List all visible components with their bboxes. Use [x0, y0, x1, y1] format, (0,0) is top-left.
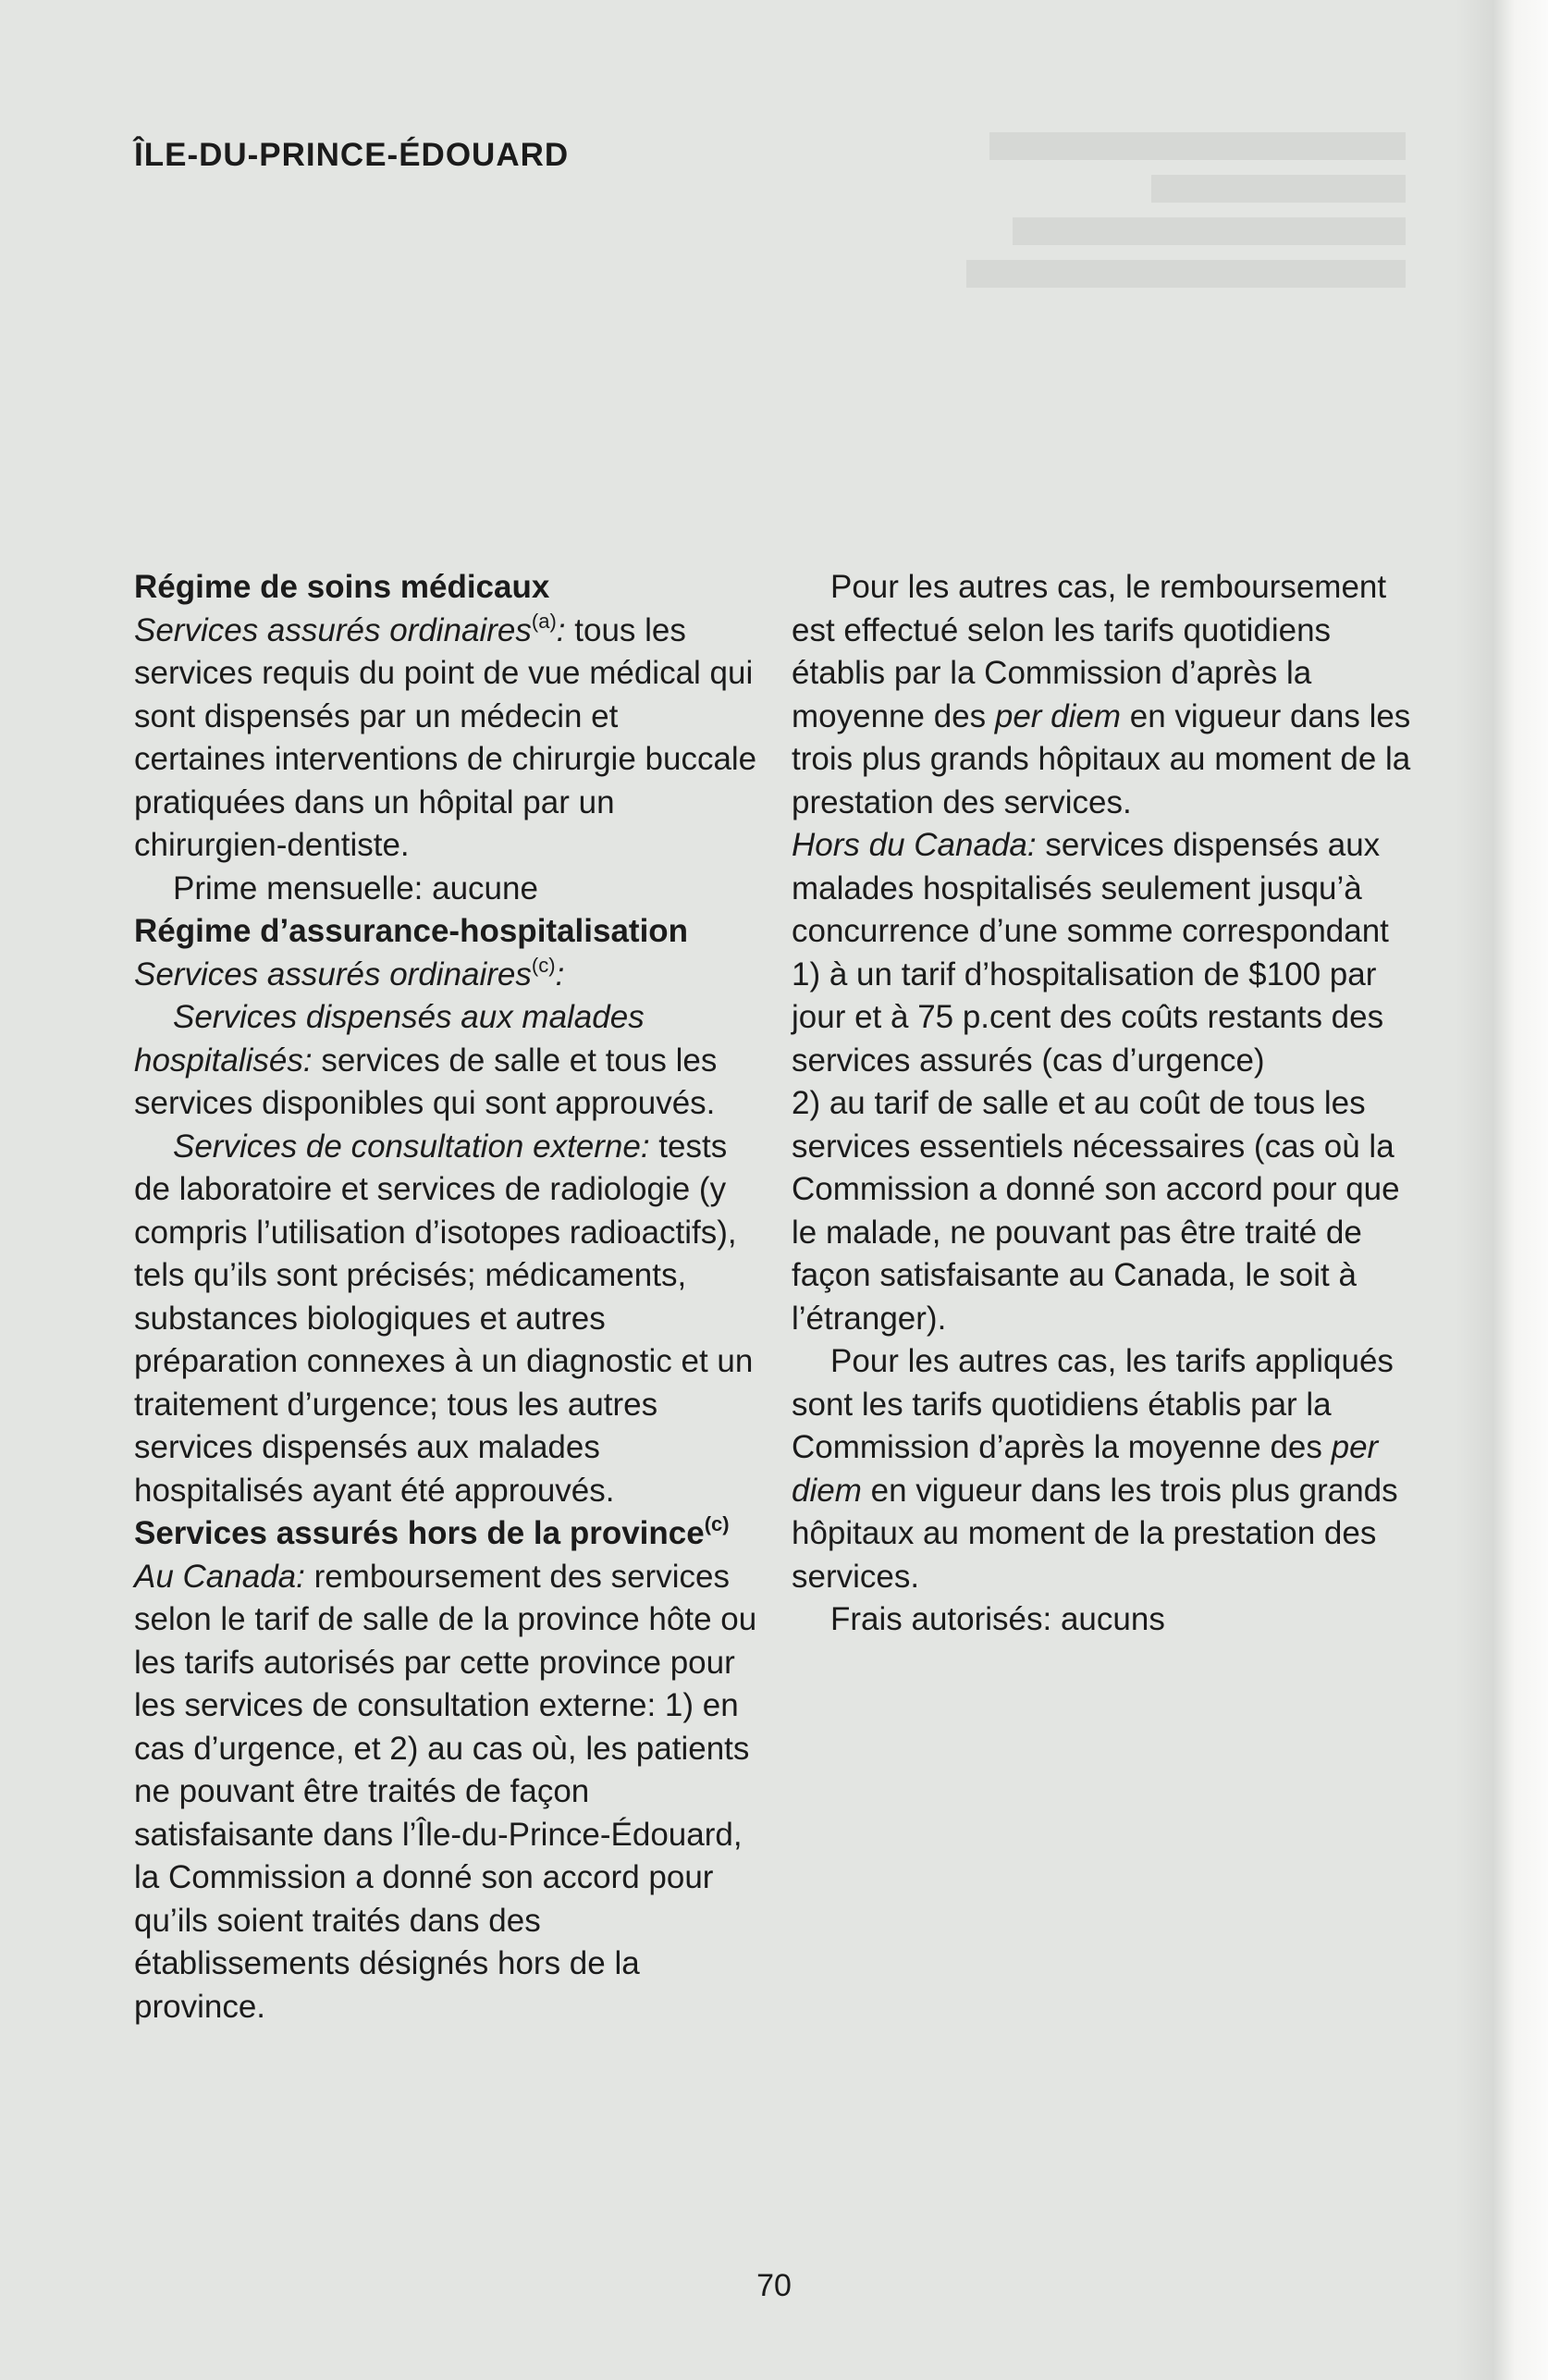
other-cases-text-end: en vigueur dans les trois plus grands hôpitaux au moment de la prestation des services. [792, 697, 1411, 820]
rates-text: Pour les autres cas, les tarifs appliqués sont les tarifs quotidiens établis par la Commission d’après la moyenne des [792, 1343, 1394, 1465]
footnote-ref-c: (c) [704, 1512, 730, 1535]
hospital-services-heading [134, 954, 758, 997]
inpatient-paragraph [134, 996, 758, 1126]
medical-services-paragraph [134, 610, 758, 868]
inpatient-label: Services dispensés aux malades hospitalisés: [134, 999, 645, 1079]
page-edge [1493, 0, 1548, 2380]
medical-plan-title: Régime de soins médicaux [134, 569, 550, 605]
medical-services-label: Services assurés ordinaires [134, 611, 532, 648]
in-canada-label: Au Canada: [134, 1558, 305, 1595]
colon: : [556, 611, 566, 648]
page-number: 70 [756, 2268, 792, 2303]
outpatient-label: Services de consultation externe: [173, 1128, 650, 1165]
list-item-2: 2) au tarif de salle et au coût de tous les services essentiels nécessaires (cas où la Commission a donné son accord pour que le malade, ne pouvant pas être traité de façon satisfaisante au Canada, le soit à l’étranger). [792, 1085, 1400, 1337]
colon: : [555, 956, 565, 993]
hospital-plan-title: Régime d’assurance-hospitalisation [134, 913, 689, 949]
list-item-1: 1) à un tarif d’hospitalisation de $100 par jour et à 75 p.cent des coûts restants des services assurés (cas d’urgence) [792, 956, 1384, 1079]
medical-services-text: tous les services requis du point de vue médical qui sont dispensés par un médecin et certaines interventions de chirurgie buccale pratiquées dans un hôpital par un chirurgien-dentiste. [134, 611, 757, 863]
outside-canada-text: services dispensés aux malades hospitalisés seulement jusqu’à concurrence d’une somme correspondant [792, 827, 1389, 949]
per-diem-term: per diem [792, 1429, 1379, 1509]
show-through-block [943, 125, 1406, 301]
in-canada-paragraph [134, 1556, 758, 2029]
per-diem-term: per diem [994, 697, 1122, 734]
inpatient-text: services de salle et tous les services disponibles qui sont approuvés. [134, 1042, 718, 1121]
hospital-services-label: Services assurés ordinaires [134, 956, 532, 993]
in-canada-text: remboursement des services selon le tarif de salle de la province hôte ou les tarifs autorisés par cette province pour les services de consultation externe: 1) en cas d’urgence, et 2) au cas où, les patients ne pouvant être traités de façon satisfaisante dans l’Île-du-Prince-Édouard, la Commission a donné son accord pour qu’ils soient traités dans des établissements désignés hors de la province. [134, 1558, 757, 2025]
other-cases-paragraph [792, 566, 1413, 824]
outside-canada-paragraph [792, 824, 1413, 954]
medical-premium: Prime mensuelle: aucune [173, 869, 538, 906]
rates-text-end: en vigueur dans les trois plus grands hôpitaux au moment de la prestation des services. [792, 1472, 1398, 1595]
authorized-fees: Frais autorisés: aucuns [830, 1601, 1165, 1637]
footnote-ref-c: (c) [531, 953, 556, 977]
outpatient-paragraph [134, 1126, 758, 1513]
outside-province-title [134, 1512, 758, 1556]
left-column [134, 566, 758, 2029]
outside-canada-label: Hors du Canada: [792, 827, 1037, 863]
other-cases-text: Pour les autres cas, le remboursement est effectué selon les tarifs quotidiens établis par la Commission d’après la moyenne des [792, 569, 1387, 734]
spine-shadow [1456, 0, 1493, 2380]
other-cases-rates-paragraph [792, 1340, 1413, 1598]
province-heading: ÎLE-DU-PRINCE-ÉDOUARD [134, 137, 570, 173]
outside-province-title-text: Services assurés hors de la province [134, 1515, 705, 1551]
outpatient-text: tests de laboratoire et services de radiologie (y compris l’utilisation d’isotopes radioactifs), tels qu’ils sont précisés; médicaments, substances biologiques et autres préparation connexes à un diagnostic et un traitement d’urgence; tous les autres services dispensés aux malades hospitalisés ayant été approuvés. [134, 1128, 754, 1509]
right-column [792, 566, 1413, 1642]
footnote-ref-a: (a) [531, 609, 557, 633]
